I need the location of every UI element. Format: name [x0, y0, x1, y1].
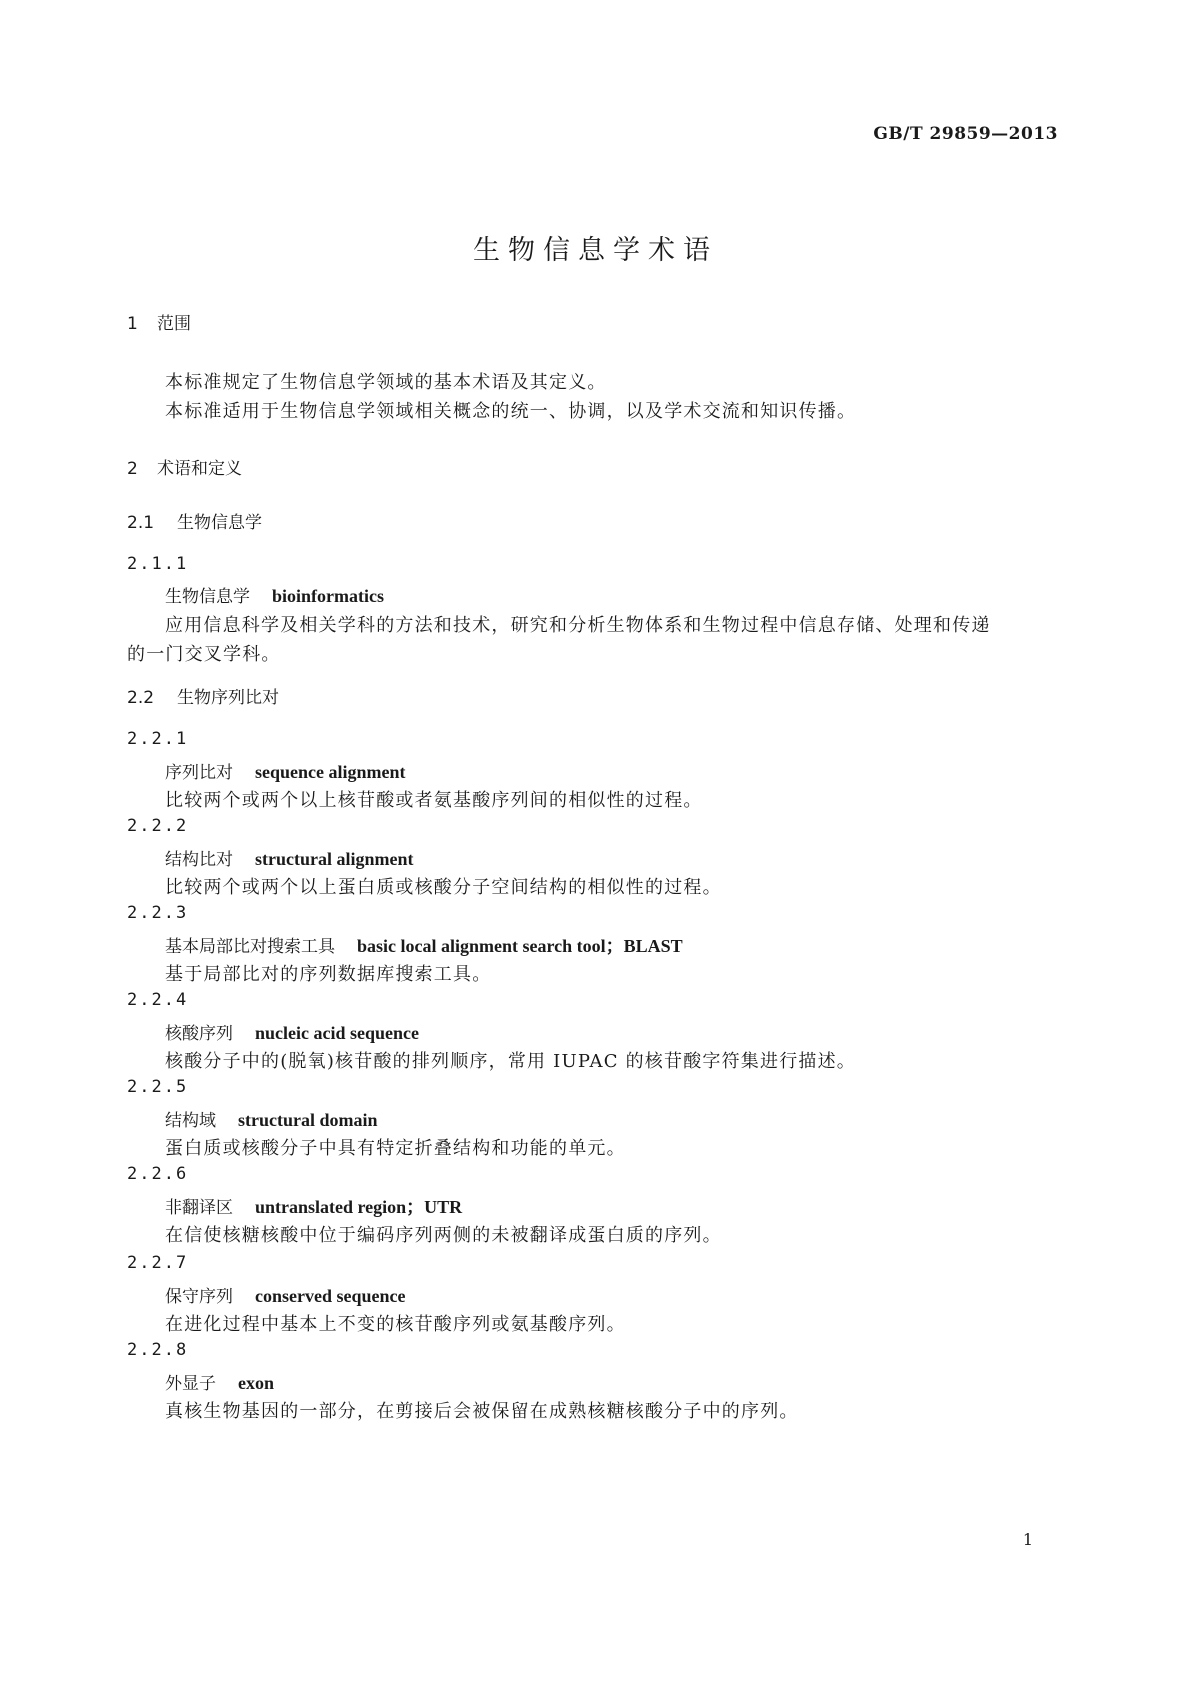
term-number: 2.2.8: [127, 1340, 189, 1360]
term-number: 2.2.4: [127, 990, 189, 1010]
term-definition: 基于局部比对的序列数据库搜索工具。: [165, 964, 492, 985]
term-zh: 生物信息学: [165, 587, 250, 607]
term-definition: 真核生物基因的一部分，在剪接后会被保留在成熟核糖核酸分子中的序列。: [165, 1401, 799, 1422]
term-definition: 在信使核糖核酸中位于编码序列两侧的未被翻译成蛋白质的序列。: [165, 1225, 722, 1246]
term-zh: 核酸序列: [165, 1024, 233, 1044]
term-en: structural domain: [238, 1110, 378, 1130]
section-title: 术语和定义: [157, 459, 242, 479]
term-zh: 结构比对: [165, 850, 233, 870]
term-number: 2.2.3: [127, 903, 189, 923]
term-entry: [165, 1282, 405, 1307]
section-number: 1: [127, 314, 138, 334]
section-number: 2: [127, 459, 138, 479]
subsection-number: 2.1: [127, 513, 155, 533]
term-en: conserved sequence: [255, 1286, 406, 1306]
subsection-title: 生物序列比对: [177, 688, 279, 708]
term-definition-cont: 的一门交叉学科。: [127, 644, 281, 665]
section-heading: [127, 309, 191, 334]
subsection-number: 2.2: [127, 688, 155, 708]
page-number: 1: [1022, 1530, 1033, 1549]
term-number: 2.2.2: [127, 816, 189, 836]
subsection-heading: [127, 683, 279, 708]
term-entry: [165, 582, 384, 607]
section-heading: [127, 454, 242, 479]
term-definition: 在进化过程中基本上不变的核苷酸序列或氨基酸序列。: [165, 1314, 626, 1335]
term-zh: 非翻译区: [165, 1198, 233, 1218]
term-en: nucleic acid sequence: [255, 1023, 419, 1043]
subsection-heading: [127, 508, 262, 533]
term-definition: 蛋白质或核酸分子中具有特定折叠结构和功能的单元。: [165, 1138, 626, 1159]
term-entry: [165, 1106, 378, 1131]
term-zh: 结构域: [165, 1111, 216, 1131]
term-entry: [165, 845, 413, 870]
standard-code: GB/T 29859—2013: [873, 124, 1058, 144]
term-zh: 外显子: [165, 1374, 216, 1394]
term-definition: 比较两个或两个以上核苷酸或者氨基酸序列间的相似性的过程。: [165, 790, 703, 811]
document-title: 生物信息学术语: [473, 235, 718, 266]
term-number: 2.2.5: [127, 1077, 189, 1097]
paragraph: 本标准规定了生物信息学领域的基本术语及其定义。: [165, 372, 607, 393]
term-entry: [165, 1193, 462, 1219]
term-entry: [165, 932, 683, 958]
term-en: basic local alignment search tool；BLAST: [357, 936, 683, 956]
term-en: sequence alignment: [255, 762, 406, 782]
term-en: exon: [238, 1373, 274, 1393]
term-en: structural alignment: [255, 849, 414, 869]
term-definition: 核酸分子中的(脱氧)核苷酸的排列顺序，常用 IUPAC 的核苷酸字符集进行描述。: [165, 1051, 856, 1072]
term-definition: 比较两个或两个以上蛋白质或核酸分子空间结构的相似性的过程。: [165, 877, 722, 898]
term-en: bioinformatics: [272, 586, 384, 606]
term-entry: [165, 758, 406, 783]
term-number: 2.1.1: [127, 554, 189, 574]
term-definition: 应用信息科学及相关学科的方法和技术，研究和分析生物体系和生物过程中信息存储、处理和传递: [165, 615, 991, 636]
subsection-title: 生物信息学: [177, 513, 262, 533]
paragraph: 本标准适用于生物信息学领域相关概念的统一、协调，以及学术交流和知识传播。: [165, 401, 857, 422]
term-entry: [165, 1369, 274, 1394]
section-title: 范围: [157, 314, 191, 334]
term-en: untranslated region；UTR: [255, 1197, 463, 1217]
term-number: 2.2.7: [127, 1253, 189, 1273]
term-number: 2.2.6: [127, 1164, 189, 1184]
term-zh: 基本局部比对搜索工具: [165, 937, 335, 957]
term-zh: 保守序列: [165, 1287, 233, 1307]
term-number: 2.2.1: [127, 729, 189, 749]
term-entry: [165, 1019, 419, 1044]
term-zh: 序列比对: [165, 763, 233, 783]
